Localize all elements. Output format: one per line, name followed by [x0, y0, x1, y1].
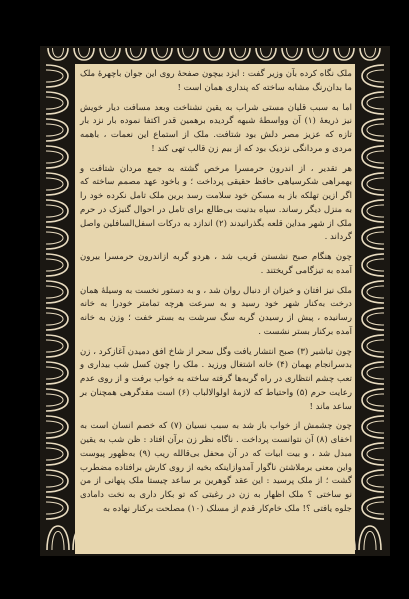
border-ornament-loop: [152, 48, 172, 60]
border-ornament-loop: [362, 254, 384, 276]
border-ornament-loop: [362, 119, 384, 141]
border-ornament-loop: [362, 443, 384, 465]
border-ornament-loop: [46, 254, 68, 276]
border-ornament-loop: [46, 308, 68, 330]
paragraph-1: ملک نگاه کرده بآن وزیر گفت : ایزد بیچون صفحهٔ روی این جوان باچهرهٔ ملک ما بدان‌رنگ مشابه ساخته که پنداری همان است !: [80, 69, 352, 93]
paragraph-7: چون چشمش از خواب باز شد به سبب نسیان (۷) که خصم انسان است به اخفای (۸) آن نتوانست پرداخت . ناگاه نظر زن برآن افتاد : ظن شب به یقین مبدل شد ، و بیت ابیات که در آن محفل بی‌قالله ریب (۹) به‌ظهور پیوست واین معنی برملاشتن ناگوار آمدوازاینکه بخیه از روی کارش برافتاده مضطرب گشت ؛ از ملک پرسید : این عقد گوهرین بر ساعد چیستا ملک پنهانی از من نو ساختی ؟ ملک اظهار به زن در رغبتی که تو بکار داری به نخت دامادی جلوه یافتی ؟! ملک خام‌کار قدم از مسلک (۱۰) مصلحت برکنار نهاده به: [80, 421, 352, 514]
paragraph-2: اما به سبب قلیان مستی شراب به یقین نشناخت وبعد مسافت دیار خویش نیز ذریعهٔ (۱) آن وواسطهٔ شبهه گردیده برهمین قدر اکتفا نموده بار نزد بار تازه که عزیز مصر دلش بود شتافت. ملک از استماع این نعمات ، باهمه مردی و مردانگی نزدیک بود که از بیم زن قالب تهی کند !: [80, 102, 353, 154]
border-ornament-loop: [362, 65, 384, 87]
border-ornament-loop: [362, 335, 384, 357]
border-ornament-loop: [362, 146, 384, 168]
border-ornament-loop: [334, 48, 354, 60]
persian-text-body: [80, 68, 352, 517]
border-ornament-loop: [46, 443, 68, 465]
border-ornament-loop: [47, 526, 69, 550]
paragraph-4: چون هنگام صبح نشستن قریب شد ، هردو گربه ازاندرون حرمسرا بیرون آمده به تیزگامی گریختند .: [80, 252, 352, 276]
border-ornament-loop: [204, 48, 224, 60]
border-ornament-loop: [100, 48, 120, 60]
border-ornament-loop: [46, 92, 68, 114]
border-ornament-loop: [256, 48, 276, 60]
border-ornament-loop: [362, 92, 384, 114]
border-ornament-loop: [46, 416, 68, 438]
border-ornament-loop: [46, 470, 68, 492]
border-ornament-loop: [308, 48, 328, 60]
border-ornament-loop: [362, 227, 384, 249]
border-ornament-loop: [46, 146, 68, 168]
border-ornament-loop: [46, 389, 68, 411]
border-ornament-loop: [359, 526, 381, 550]
border-ornament-loop: [46, 173, 68, 195]
border-ornament-loop: [46, 227, 68, 249]
border-ornament-loop: [362, 470, 384, 492]
border-ornament-loop: [48, 48, 68, 60]
border-ornament-loop: [362, 281, 384, 303]
border-ornament-loop: [282, 48, 302, 60]
border-ornament-loop: [46, 119, 68, 141]
border-ornament-loop: [46, 200, 68, 222]
border-ornament-loop: [46, 362, 68, 384]
border-ornament-loop: [178, 48, 198, 60]
border-ornament-loop: [46, 497, 68, 519]
border-ornament-loop: [362, 497, 384, 519]
border-ornament-loop: [362, 416, 384, 438]
border-ornament-loop: [362, 389, 384, 411]
border-ornament-loop: [46, 335, 68, 357]
paragraph-6: چون تباشیر (۳) صبح انتشار یافت وگل سحر از شاخ افق دمیدن آغازکرد ، زن بدسرانجام بهمان (۴) خانه اشتغال ورزید . ملک را چون کسل شب بیداری و تعب چشم انتظاری در راه گربه‌ها گرفته ساخته به خواب برفت و از روی عدم رعایت حرم (۵) واحتیاط که لازمهٔ اولوالالباب (۶) است مقدگرهی همچنان بر ساعد ماند !: [80, 346, 353, 412]
border-ornament-loop: [362, 362, 384, 384]
paragraph-3: هر تقدیر ، از اندرون حرمسرا مرخص گشته به جمع مردان شتافت و بهمراهی شکرسیاهی حافظ حقیقی پرداخت ؛ و باخود عهد مصمم ساخته که اگر ازین تهلکه باز به مسکن خود سلامت رسد برین ملک تامل نکرده خود را به منزل دیگر رساند. سپاه بدنیت بی‌طالع برای تامل در احوال گنیزک در حرم ملک از شهر مداین قلعه بگذرانیدند (۲) اندازد به درکات اسفل‌السافلین واصل گرداند .: [80, 163, 352, 243]
border-ornament-loop: [74, 48, 94, 60]
border-ornament-loop: [362, 308, 384, 330]
border-ornament-loop: [230, 48, 250, 60]
border-ornament-loop: [46, 281, 68, 303]
paragraph-5: ملک نیز افتان و خیزان از دنبال روان شد ، و به دستور نخست به وسیلهٔ همان درخت به‌کنار شهر خود رسید و به سرعت هرچه تمامتر خودرا به خانه رسانیده ، پیش از رسیدن گربه سگ سرشت به بستر خفت ؛ وزن به خانه آمده برکنار بستر نشست .: [79, 285, 352, 337]
border-ornament-loop: [362, 200, 384, 222]
border-ornament-loop: [362, 173, 384, 195]
border-ornament-loop: [126, 48, 146, 60]
border-ornament-loop: [46, 65, 68, 87]
border-ornament-loop: [360, 48, 380, 60]
